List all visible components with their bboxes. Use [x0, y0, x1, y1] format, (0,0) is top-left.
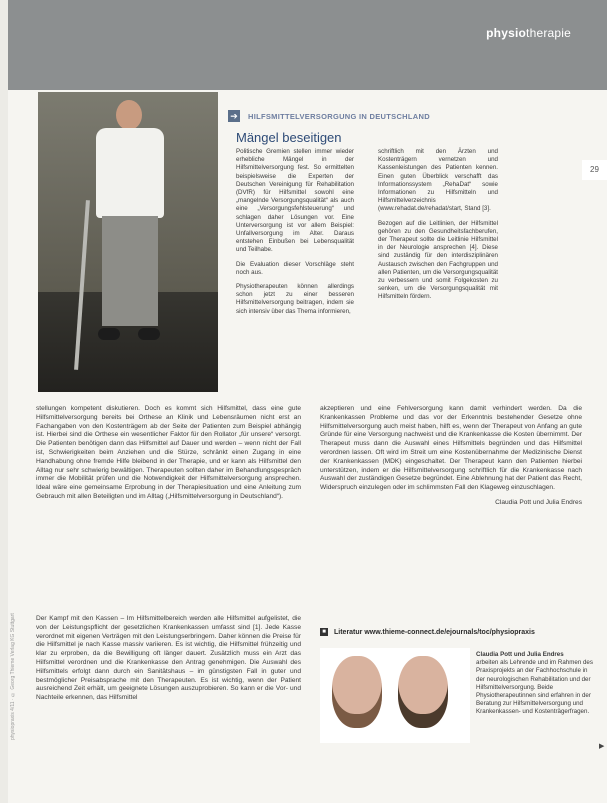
- person-shirt: [96, 128, 164, 218]
- photo-person: [86, 100, 174, 380]
- paragraph: Politische Gremien stellen immer wieder erhebliche Mängel in der Hilfsmittelversorgung fest. So ermittelten beispielsweise die Experten der Deutschen Vereinigung für Rehabilitation (DVfR) für Hilfsmittel sowohl eine „mangelnde Versorgungsqualität“ als auch eine „Versorgungsfehlsteuerung“ und schlagen daher Lösungen vor. Eine Unterversorgung ist vor allem Beispiel: Unfallversorgung im Alter. Daraus entstehen Einbußen bei Lebensqualität und Teilhabe.: [236, 148, 354, 254]
- brand-bold: physio: [486, 26, 527, 40]
- author-photo-1: [332, 656, 382, 728]
- page-number-tab: [582, 160, 607, 180]
- article-photo: [38, 92, 218, 392]
- sidebar-column-1: [236, 148, 354, 373]
- author-bio-text: arbeiten als Lehrende und im Rahmen des Praxisprojekts an der Fachhochschule in der neurologischen Rehabilitation und der Hilfsmittelversorgung. Beide Physiotherapeutinnen sind erfahren in der Beratung zur Hilfsmittelversorgung und Krankenkassen- und Kostenträgerfragen.: [476, 659, 593, 716]
- person-shoe-right: [138, 328, 160, 340]
- author-names: Claudia Pott und Julia Endres: [476, 651, 564, 658]
- person-head: [116, 100, 142, 130]
- gutter-credit: physiopraxis 4/11 · © Georg Thieme Verlag KG Stuttgart: [10, 613, 16, 740]
- body-column-right-top: [320, 405, 582, 590]
- header-band: [8, 0, 607, 90]
- paragraph: akzeptieren und eine Fehlversorgung kann damit verhindert werden. Da die Krankenkassen Probleme und das vor der Erkenntnis bestehender Gesetze ohne Hilfsmittelversorgung auch meist haben, hilft es, wenn der Therapeut von Anfang an gute Gründe für eine Versorgung nachweist und die Krankenkasse die Kosten übernimmt. Der Therapeut muss dann die Auswahl eines Hilfsmittels begründen und das Hilfsmittel verordnen lassen. Oft wird im Streit um eine Kostenübernahme der Medizinische Dienst der Krankenkassen (MDK) eingeschaltet. Der Therapeut kann den Patienten hierbei unterstützen, indem er die Hilfsmittelversorgung schriftlich für die Krankenkasse nach Auswahl der zuständigen Gesetze begründet. Eine Ablehnung hat der Patient das Recht, Widerspruch einzulegen oder im schlimmsten Fall den Klageweg einzuschlagen.: [320, 405, 582, 492]
- person-pants: [102, 216, 158, 326]
- magazine-page: [8, 0, 607, 803]
- triangle-right-icon: ▶: [599, 743, 605, 750]
- literature-link[interactable]: Literatur www.thieme-connect.de/ejournals/toc/physiopraxis: [334, 628, 535, 636]
- arrow-right-icon: ➔: [228, 110, 240, 122]
- literature-line[interactable]: [320, 628, 535, 636]
- page-number: 29: [590, 165, 599, 174]
- article-title: Mängel beseitigen: [236, 130, 342, 145]
- body-column-left-top: [36, 405, 301, 620]
- section-tag: [228, 110, 430, 122]
- author-photo-2: [398, 656, 448, 728]
- paragraph: Der Kampf mit den Kassen – Im Hilfsmittelbereich werden alle Hilfsmittel aufgelistet, die von der Leistungspflicht der gesetzlichen Krankenkassen umfasst sind [1]. Jede Kasse verordnet mit eigenen Verträgen mit den Leistungserbringern. Daher können die Preise für die Hilfsmittel je nach Kasse massiv variieren. Es ist wichtig, die Hilfsmittel frühzeitig und klar zu erproben, da die Bewilligung oft länger dauert. Zusätzlich muss ein Arzt das Hilfsmittel verordnen und die Krankenkasse den Antrag genehmigen. Die Auswahl des Hilfsmittels erfolgt dann durch ein Sanitätshaus – im günstigsten Fall in guter und bestmöglicher Preisabsprache mit den Therapeuten. Es ist wichtig, wenn der Patient ausreichend Zeit erhält, um geeignete Lösungen auszuprobieren. So kann er die Vor- und Nachteile erkennen, das Hilfsmittel: [36, 615, 301, 702]
- paragraph: Die Evaluation dieser Vorschläge steht noch aus.: [236, 260, 354, 276]
- person-shoe-left: [98, 328, 120, 340]
- book-icon: ■: [320, 628, 328, 636]
- section-label: HILFSMITTELVERSORGUNG IN DEUTSCHLAND: [248, 111, 430, 121]
- author-portraits: [320, 648, 470, 743]
- paragraph: Bezogen auf die Leitlinien, der Hilfsmittel gehören zu den Gesundheitsfachberufen, der Therapeut sollte die Leitlinie Hilfsmittel in der Neurologie ansprechen [4]. Diese sind zuständig für den interdisziplinären Austausch zwischen den Fachgruppen und allen Patienten, um die Versorgungsqualität zu verbessern und somit Folgekosten zu senken, um die Versorgungsqualität mit Hilfsmitteln fördern.: [378, 219, 498, 301]
- paragraph: schriftlich mit den Ärzten und Kostenträgern vernetzen und Kassenleistungen des Patienten kennen. Einen guten Überblick verschafft das Informationssystem „RehaDat“ sowie Informationen zu Hilfsmitteln und Hilfsmittelverzeichnis (www.rehadat.de/rehadat/start, Stand [3].: [378, 148, 498, 213]
- author-bio: [476, 651, 596, 717]
- brand-logo: [486, 26, 571, 40]
- paragraph: Physiotherapeuten können allerdings schon jetzt zu einer besseren Hilfsmittelversorgung beitragen, indem sie sich intensiv über das Thema informieren,: [236, 283, 354, 315]
- author-signature: Claudia Pott und Julia Endres: [495, 498, 582, 506]
- brand-light: therapie: [526, 26, 571, 40]
- sidebar-column-2: [378, 148, 498, 373]
- body-column-left-bottom: [36, 615, 301, 785]
- paragraph: stellungen kompetent diskutieren. Doch es kommt sich Hilfsmittel, dass eine gute Hilfsmittelversorgung bereits bei Orthese an Klinik und Lebensräumen nicht erst an Fachangaben von den Kostenträgern ab der Seite der Patienten zum Beispiel abhängig ist. Hierbei sind die Orthese ein wesentlicher Faktor für den Rollator „für unsere“ versorgt. Die Patienten benötigen dann das Hilfsmittel auf Dauer und werden – wenn nicht der Fall ist, Schwierigkeiten beim Anziehen und die Stürze, schränkt einen Zugang in eine Handhabung ohne fremde Hilfe bleibend in der Therapie, und er kann als Hilfsmittel den Alltag nur sehr schwierig bewältigen. Therapeuten sollten daher im Behandlungsgespräch immer die Mobilität prüfen und die Notwendigkeit der Hilfsmittelversorgung ansprechen. Ideal wäre eine gemeinsame Erprobung in der Therapiesituation und eine Anleitung zum Gebrauch mit allen Beteiligten und im Alltag („Hilfsmittelversorgung in Deutschland“).: [36, 405, 301, 500]
